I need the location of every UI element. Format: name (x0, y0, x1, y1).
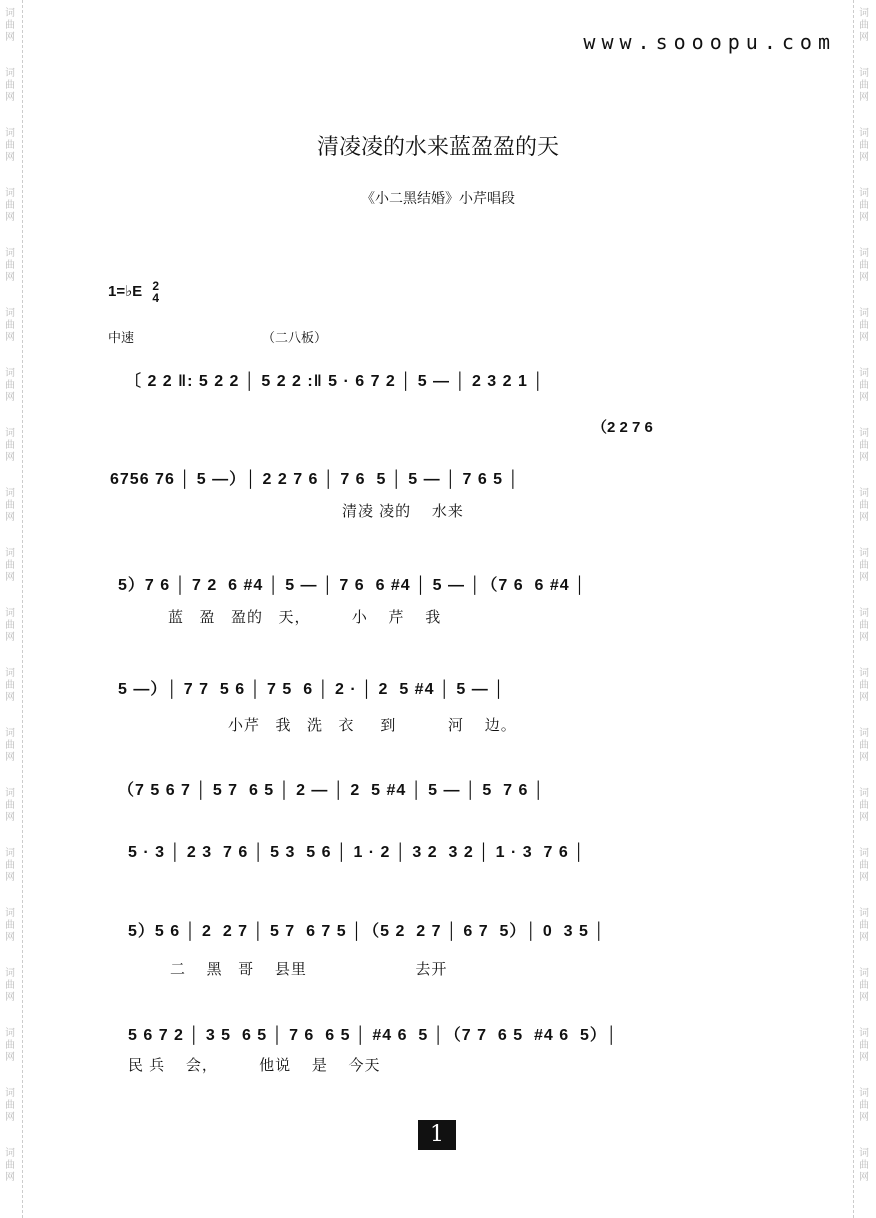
notes-line-2: 6756 76 │ 5 —）│ 2 2 7 6 │ 7 6 5 │ 5 — │ 7 6 5 │ (110, 471, 520, 488)
lyrics-line-8: 民 兵 会， 他说 是 今天 (128, 1057, 381, 1074)
watermark-text: 词 曲 网 (859, 668, 869, 703)
banshi-mark: （二八板） (262, 330, 328, 345)
watermark-text: 词 曲 网 (859, 788, 869, 823)
watermark-text: 词 曲 网 (5, 308, 15, 343)
watermark-text: 词 曲 网 (859, 248, 869, 283)
notes-line-8: 5 6 7 2 │ 3 5 6 5 │ 7 6 6 5 │ #4 6 5 │（7 7 6 5 #4 6 5）│ (128, 1027, 618, 1044)
watermark-text: 词 曲 网 (5, 668, 15, 703)
watermark-text: 词 曲 网 (5, 608, 15, 643)
key-text: 1=♭E (108, 282, 143, 300)
watermark-text: 词 曲 网 (859, 8, 869, 43)
time-bottom: 4 (152, 291, 160, 305)
watermark-text: 词 曲 网 (5, 488, 15, 523)
notes-line-6: 5 · 3 │ 2 3 7 6 │ 5 3 5 6 │ 1 · 2 │ 3 2 3 2 │ 1 · 3 7 6 │ (128, 844, 586, 861)
watermark-text: 词 曲 网 (5, 1028, 15, 1063)
lyrics-line-3: 蓝 盈 盈的 天， 小 芹 我 (168, 609, 442, 626)
watermark-text: 词 曲 网 (5, 728, 15, 763)
notes-line-3: 5）7 6 │ 7 2 6 #4 │ 5 — │ 7 6 6 #4 │ 5 — │（7 6 6 #4 │ (118, 577, 587, 594)
watermark-text: 词 曲 网 (859, 548, 869, 583)
right-watermark-strip (853, 0, 876, 1218)
watermark-text: 词 曲 网 (859, 488, 869, 523)
watermark-text: 词 曲 网 (859, 368, 869, 403)
time-signature (152, 280, 159, 304)
page-number: 1 (418, 1120, 456, 1150)
lyrics-line-4: 小芹 我 洗 衣 到 河 边。 (228, 717, 517, 734)
time-top: 2 (152, 279, 160, 293)
watermark-text: 词 曲 网 (859, 188, 869, 223)
watermark-text: 词 曲 网 (5, 428, 15, 463)
notes-line-4: 5 —）│ 7 7 5 6 │ 7 5 6 │ 2 · │ 2 5 #4 │ 5 — │ (118, 681, 506, 698)
watermark-text: 词 曲 网 (859, 1088, 869, 1123)
left-watermark-strip (0, 0, 23, 1218)
watermark-text: 词 曲 网 (859, 68, 869, 103)
site-url: www.sooopu.com (583, 30, 836, 54)
watermark-text: 词 曲 网 (859, 608, 869, 643)
song-subtitle: 《小二黑结婚》小芹唱段 (361, 190, 515, 206)
watermark-text: 词 曲 网 (5, 968, 15, 1003)
watermark-text: 词 曲 网 (5, 68, 15, 103)
watermark-text: 词 曲 网 (5, 548, 15, 583)
watermark-text: 词 曲 网 (5, 1148, 15, 1183)
watermark-text: 词 曲 网 (859, 908, 869, 943)
watermark-text: 词 曲 网 (859, 968, 869, 1003)
notes-line-2-extra: （2 2 7 6 (592, 419, 653, 436)
watermark-text: 词 曲 网 (859, 128, 869, 163)
watermark-text: 词 曲 网 (5, 248, 15, 283)
watermark-text: 词 曲 网 (5, 8, 15, 43)
notes-line-5: （7 5 6 7 │ 5 7 6 5 │ 2 — │ 2 5 #4 │ 5 — │ 5 7 6 │ (118, 782, 545, 799)
watermark-text: 词 曲 网 (5, 788, 15, 823)
notes-line-7: 5）5 6 │ 2 2 7 │ 5 7 6 7 5 │（5 2 2 7 │ 6 7 5）│ 0 3 5 │ (128, 923, 606, 940)
watermark-text: 词 曲 网 (859, 1028, 869, 1063)
watermark-text: 词 曲 网 (859, 428, 869, 463)
tempo-mark: 中速 (108, 330, 135, 345)
song-title: 清凌凌的水来蓝盈盈的天 (316, 135, 559, 160)
watermark-text: 词 曲 网 (859, 1148, 869, 1183)
lyrics-line-7: 二 黑 哥 县里 去开 (170, 961, 448, 978)
lyrics-line-2: 清凌 凌的 水来 (342, 503, 464, 520)
watermark-text: 词 曲 网 (5, 848, 15, 883)
watermark-text: 词 曲 网 (5, 1088, 15, 1123)
watermark-text: 词 曲 网 (859, 308, 869, 343)
notes-line-1: 〔 2 2 ‖: 5 2 2 │ 5 2 2 :‖ 5 · 6 7 2 │ 5 — │ 2 3 2 1 │ (125, 373, 545, 390)
watermark-text: 词 曲 网 (859, 728, 869, 763)
watermark-text: 词 曲 网 (859, 848, 869, 883)
watermark-text: 词 曲 网 (5, 128, 15, 163)
watermark-text: 词 曲 网 (5, 908, 15, 943)
key-signature (108, 280, 159, 304)
watermark-text: 词 曲 网 (5, 368, 15, 403)
watermark-text: 词 曲 网 (5, 188, 15, 223)
